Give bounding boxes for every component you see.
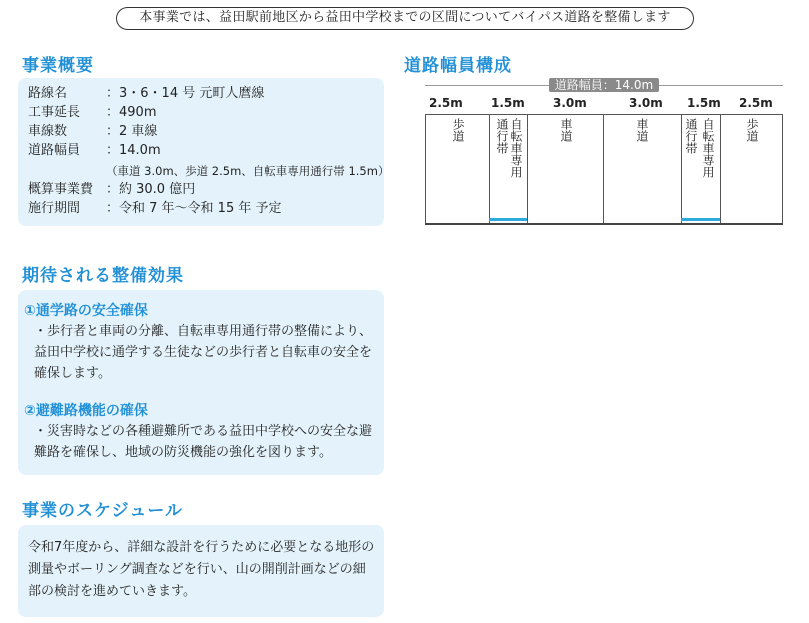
road-heading: 道路幅員構成: [404, 56, 512, 76]
divider: [681, 114, 682, 224]
overview-row-route: 路線名 ：3・6・14 号 元町人麿線: [28, 86, 265, 101]
overview-row-width: 道路幅員 ：14.0m: [28, 143, 161, 158]
lane-sidewalk-left: 歩道: [451, 118, 465, 142]
lane-bike-right-a: 通行帯: [684, 118, 698, 154]
width-sidewalk-right: 2.5m: [739, 96, 773, 110]
divider: [489, 114, 490, 224]
overview-row-lanes: 車線数 ：2 車線: [28, 124, 158, 139]
width-road-right: 3.0m: [629, 96, 663, 110]
effect-1-title: ①通学路の安全確保: [24, 303, 148, 319]
lane-road-left: 車道: [559, 118, 573, 142]
lane-road-right: 車道: [635, 118, 649, 142]
bike-lane-marker-left: [489, 218, 527, 221]
overview-width-note: （車道 3.0m、歩道 2.5m、自転車専用通行帯 1.5m）: [106, 164, 390, 178]
schedule-box: [18, 525, 384, 617]
road-surface-line: [425, 223, 783, 225]
schedule-heading: 事業のスケジュール: [22, 501, 183, 521]
diagram-top-line: [425, 114, 783, 115]
effect-1-text: ・歩行者と車両の分離、自転車専用通行帯の整備により、益田中学校に通学する生徒などの歩行者と自転車の安全を確保します。: [34, 324, 373, 381]
overview-heading: 事業概要: [22, 56, 94, 76]
divider: [782, 114, 783, 224]
overview-row-length: 工事延長 ：490m: [28, 105, 157, 120]
effects-heading: 期待される整備効果: [22, 266, 184, 286]
lane-bike-right-b: 自転車専用: [701, 118, 715, 178]
effect-2-text: ・災害時などの各種避難所である益田中学校への安全な避難路を確保し、地域の防災機能の強化を図ります。: [34, 424, 373, 460]
lane-bike-left-a: 通行帯: [495, 118, 509, 154]
divider: [603, 114, 604, 224]
effect-2-title: ②避難路機能の確保: [24, 403, 148, 419]
divider: [425, 114, 426, 224]
width-sidewalk-left: 2.5m: [429, 96, 463, 110]
effects-box: [18, 290, 384, 475]
overview-row-period: 施行期間 ：令和 7 年～令和 15 年 予定: [28, 201, 282, 216]
width-road-left: 3.0m: [553, 96, 587, 110]
total-width-label: 道路幅員：14.0m: [549, 78, 659, 92]
width-bike-left: 1.5m: [491, 96, 525, 110]
overview-row-cost: 概算事業費 ：約 30.0 億円: [28, 182, 196, 197]
width-bike-right: 1.5m: [687, 96, 721, 110]
overview-box: [18, 78, 390, 226]
lane-bike-left-b: 自転車専用: [509, 118, 523, 178]
schedule-text: 令和7年度から、詳細な設計を行うために必要となる地形の測量やボーリング調査などを行い、山の開削計画などの細部の検討を進めていきます。: [28, 540, 375, 599]
bike-lane-marker-right: [681, 218, 720, 221]
intro-banner: 本事業では、益田駅前地区から益田中学校までの区間についてバイパス道路を整備します: [116, 7, 694, 30]
road-cross-section: [425, 78, 783, 228]
lane-sidewalk-right: 歩道: [745, 118, 759, 142]
divider: [527, 114, 528, 224]
divider: [720, 114, 721, 224]
